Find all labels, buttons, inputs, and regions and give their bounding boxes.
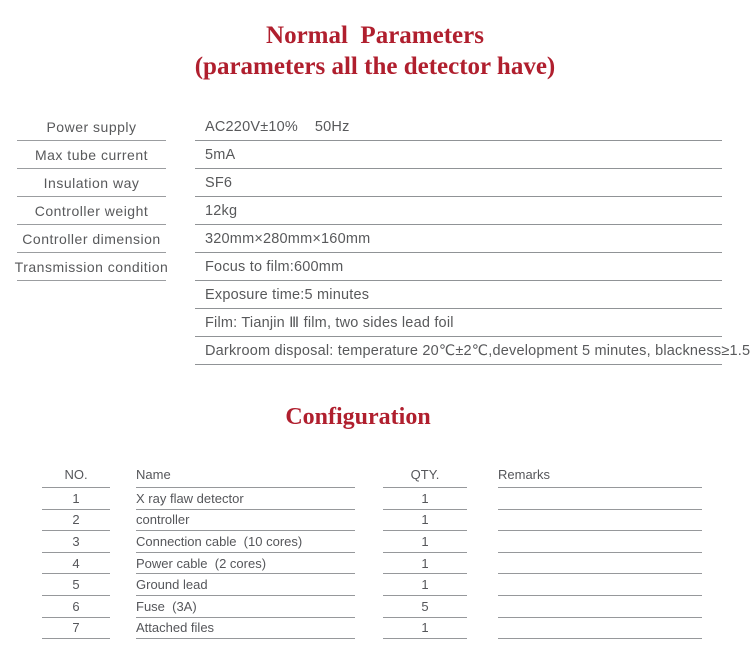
config-cell-no: 2 (42, 510, 110, 532)
parameter-value: 5mA (195, 141, 722, 169)
config-cell-remarks (498, 531, 702, 553)
parameter-label: Insulation way (17, 169, 166, 197)
config-cell-remarks (498, 574, 702, 596)
parameter-label: Power supply (17, 113, 166, 141)
config-cell-name: Connection cable (10 cores) (136, 531, 355, 553)
config-cell-name: X ray flaw detector (136, 488, 355, 510)
config-cell-remarks (498, 553, 702, 575)
config-cell-qty: 1 (383, 488, 467, 510)
config-cell-qty: 1 (383, 574, 467, 596)
config-header-no: NO. (42, 462, 110, 488)
page-title-block (0, 20, 750, 82)
config-cell-remarks (498, 510, 702, 532)
config-cell-no: 4 (42, 553, 110, 575)
config-column-qty (383, 462, 467, 639)
parameter-value: SF6 (195, 169, 722, 197)
config-cell-no: 5 (42, 574, 110, 596)
config-cell-no: 7 (42, 618, 110, 640)
config-cell-qty: 1 (383, 531, 467, 553)
config-cell-name: Ground lead (136, 574, 355, 596)
config-cell-name: Fuse (3A) (136, 596, 355, 618)
config-cell-no: 3 (42, 531, 110, 553)
parameters-value-column (195, 113, 750, 365)
parameter-value: Focus to film:600mm (195, 253, 722, 281)
config-header-remarks: Remarks (498, 462, 702, 488)
config-column-remarks (498, 462, 702, 639)
parameter-value: Exposure time:5 minutes (195, 281, 722, 309)
config-title: Configuration (285, 404, 431, 430)
parameter-value: 320mm×280mm×160mm (195, 225, 722, 253)
config-cell-name: Power cable (2 cores) (136, 553, 355, 575)
page-title: Normal Parameters (266, 22, 484, 49)
parameter-value: Film: Tianjin Ⅲ film, two sides lead foil (195, 309, 722, 337)
config-cell-qty: 1 (383, 510, 467, 532)
config-cell-remarks (498, 618, 702, 640)
parameter-label: Controller dimension (17, 225, 166, 253)
parameters-label-column (14, 113, 169, 281)
parameter-label: Max tube current (17, 141, 166, 169)
config-column-no (42, 462, 110, 639)
config-cell-qty: 5 (383, 596, 467, 618)
config-cell-no: 6 (42, 596, 110, 618)
config-cell-remarks (498, 596, 702, 618)
parameter-label: Controller weight (17, 197, 166, 225)
config-header-qty: QTY. (383, 462, 467, 488)
page-subtitle: (parameters all the detector have) (194, 53, 556, 80)
config-header-name: Name (136, 462, 355, 488)
config-column-name (136, 462, 355, 639)
parameter-value: AC220V±10% 50Hz (195, 113, 722, 141)
config-cell-no: 1 (42, 488, 110, 510)
parameter-value: 12kg (195, 197, 722, 225)
config-cell-qty: 1 (383, 553, 467, 575)
parameter-value: Darkroom disposal: temperature 20℃±2℃,development 5 minutes, blackness≥1.5 (195, 337, 722, 365)
config-cell-name: controller (136, 510, 355, 532)
config-cell-name: Attached files (136, 618, 355, 640)
parameter-label: Transmission condition (17, 253, 166, 281)
config-cell-qty: 1 (383, 618, 467, 640)
config-cell-remarks (498, 488, 702, 510)
